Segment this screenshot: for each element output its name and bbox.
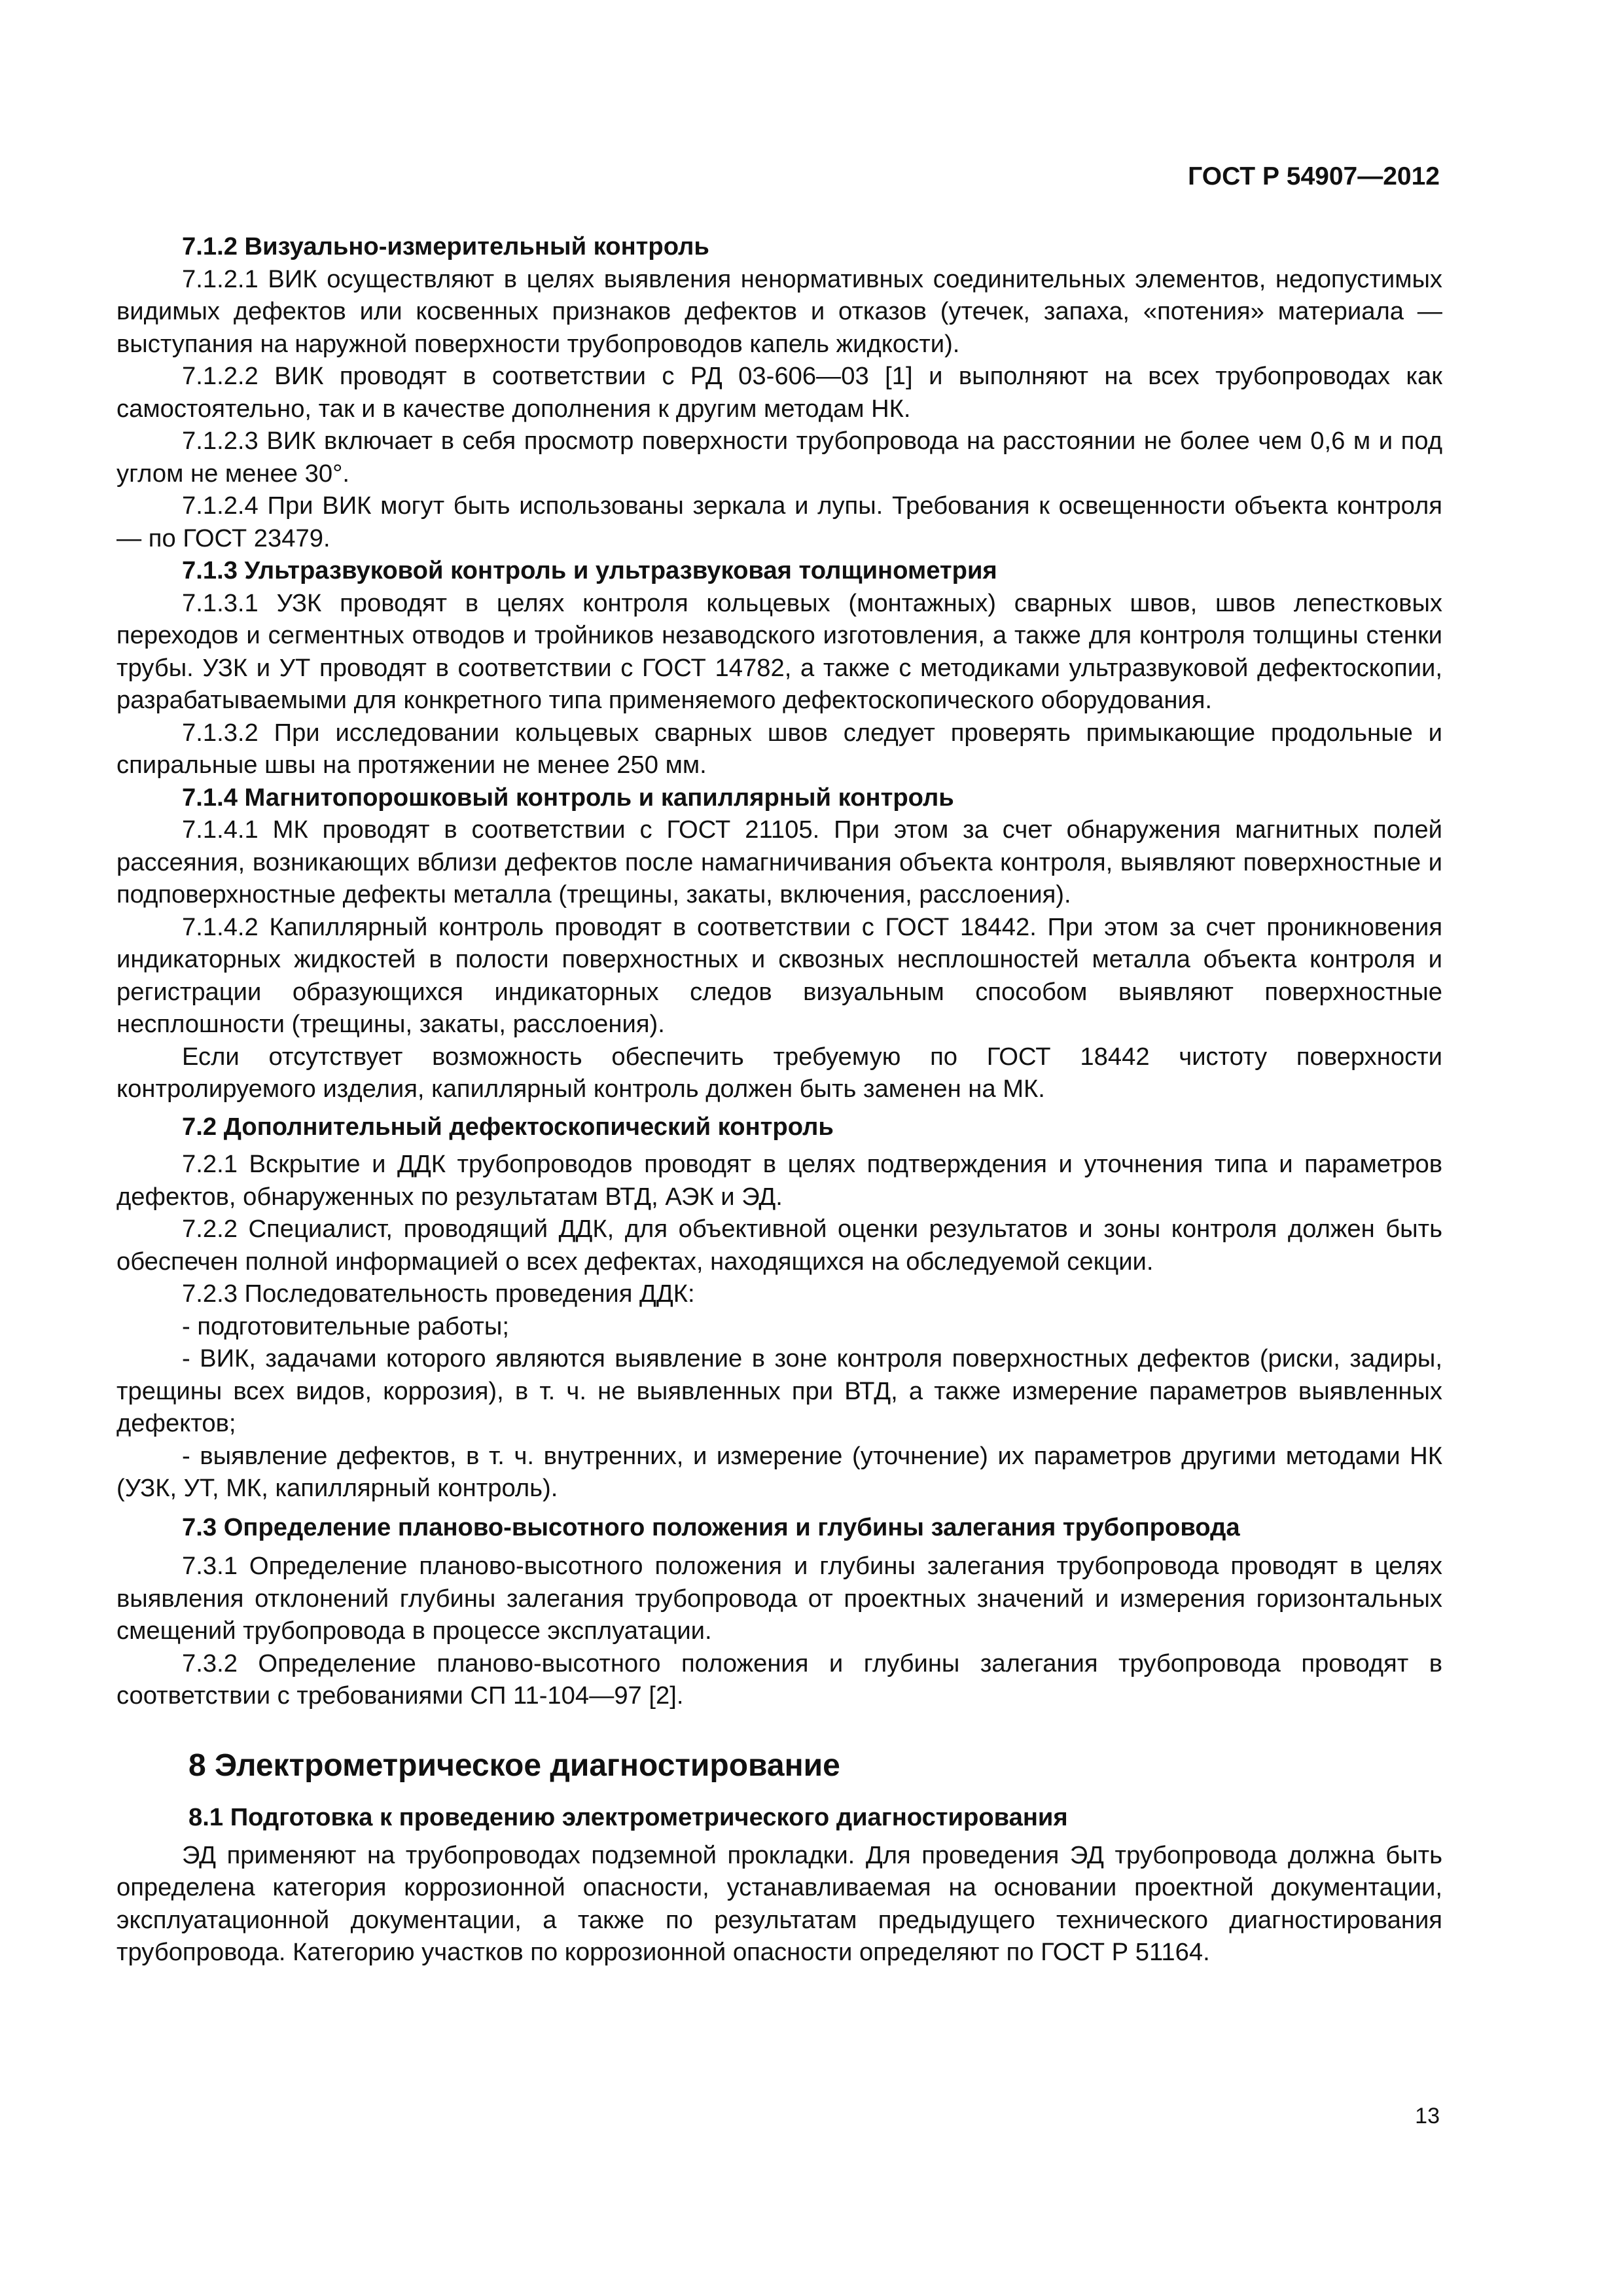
- heading-8-1: 8.1 Подготовка к проведению электрометрического диагностирования: [188, 1803, 1068, 1831]
- paragraph-7-1-4-1: 7.1.4.1 МК проводят в соответствии с ГОСТ 21105. При этом за счет обнаружения магнитных полей рассеяния, возникающих вблизи дефектов после намагничивания объекта контроля, выявляют поверхностные и подповерхностные дефекты металла (трещины, закаты, включения, расслоения).: [116, 816, 1442, 908]
- paragraph-8-1: ЭД применяют на трубопроводах подземной прокладки. Для проведения ЭД трубопровода должна быть определена категория коррозионной опасности, устанавливаемая на основании проектной документации, эксплуатационной документации, а также по результатам предыдущего технического диагностирования трубопровода. Категорию участков по коррозионной опасности определяют по ГОСТ Р 51164.: [116, 1840, 1442, 1966]
- section-8-title: 8 Электрометрическое диагностирование: [188, 1748, 840, 1783]
- heading-7-3: 7.3 Определение планово-высотного положения и глубины залегания трубопровода: [182, 1513, 1240, 1541]
- paragraph-7-2-1: 7.2.1 Вскрытие и ДДК трубопроводов проводят в целях подтверждения и уточнения типа и параметров дефектов, обнаруженных по результатам ВТД, АЭК и ЭД.: [116, 1150, 1442, 1211]
- page-number: 13: [1415, 2104, 1440, 2128]
- list-item: - выявление дефектов, в т. ч. внутренних, и измерение (уточнение) их параметров другими методами НК (УЗК, УТ, МК, капиллярный контроль).: [116, 1441, 1442, 1502]
- paragraph-7-1-4-2-note: Если отсутствует возможность обеспечить требуемую по ГОСТ 18442 чистоту поверхности контролируемого изделия, капиллярный контроль должен быть заменен на МК.: [116, 1042, 1442, 1103]
- paragraph-7-2-3: 7.2.3 Последовательность проведения ДДК:: [182, 1280, 695, 1308]
- paragraph-7-3-1: 7.3.1 Определение планово-высотного положения и глубины залегания трубопровода проводят в целях выявления отклонений глубины залегания трубопровода от проектных значений и измерения горизонтальных смещений трубопровода в процессе эксплуатации.: [116, 1552, 1442, 1645]
- heading-7-1-2: 7.1.2 Визуально-измерительный контроль: [182, 232, 709, 260]
- paragraph-7-1-2-1: 7.1.2.1 ВИК осуществляют в целях выявления ненормативных соединительных элементов, недопустимых видимых дефектов или косвенных признаков дефектов и отказов (утечек, запаха, «потения» материала — выступания на наружной поверхности трубопроводов капель жидкости).: [116, 264, 1442, 358]
- paragraph-7-1-2-4: 7.1.2.4 При ВИК могут быть использованы зеркала и лупы. Требования к освещенности объекта контроля — по ГОСТ 23479.: [116, 492, 1442, 552]
- list-item: - подготовительные работы;: [182, 1312, 509, 1340]
- document-id: ГОСТ Р 54907—2012: [1188, 162, 1440, 190]
- paragraph-7-1-2-2: 7.1.2.2 ВИК проводят в соответствии с РД 03-606—03 [1] и выполняют на всех трубопроводах как самостоятельно, так и в качестве дополнения к другим методам НК.: [116, 362, 1442, 423]
- paragraph-7-1-2-3: 7.1.2.3 ВИК включает в себя просмотр поверхности трубопровода на расстоянии не более чем 0,6 м и под углом не менее 30°.: [116, 427, 1442, 488]
- list-item: - ВИК, задачами которого являются выявление в зоне контроля поверхностных дефектов (риски, задиры, трещины всех видов, коррозия), в т. ч. не выявленных при ВТД, а также измерение параметров выявленных дефектов;: [116, 1344, 1442, 1437]
- paragraph-7-1-3-2: 7.1.3.2 При исследовании кольцевых сварных швов следует проверять примыкающие продольные и спиральные швы на протяжении не менее 250 мм.: [116, 718, 1442, 779]
- paragraph-7-3-2: 7.3.2 Определение планово-высотного положения и глубины залегания трубопровода проводят в соответствии с требованиями СП 11-104—97 [2].: [116, 1649, 1442, 1710]
- page-content: [116, 230, 1442, 1969]
- paragraph-7-1-4-2: 7.1.4.2 Капиллярный контроль проводят в соответствии с ГОСТ 18442. При этом за счет проникновения индикаторных жидкостей в полости поверхностных и сквозных несплошностей металла объекта контроля и регистрации образующихся индикаторных следов визуальным способом выявляют поверхностные несплошности (трещины, закаты, расслоения).: [116, 912, 1442, 1038]
- heading-7-1-3: 7.1.3 Ультразвуковой контроль и ультразвуковая толщинометрия: [182, 556, 997, 584]
- heading-7-1-4: 7.1.4 Магнитопорошковый контроль и капиллярный контроль: [182, 783, 954, 812]
- heading-7-2: 7.2 Дополнительный дефектоскопический контроль: [182, 1112, 834, 1141]
- paragraph-7-2-2: 7.2.2 Специалист, проводящий ДДК, для объективной оценки результатов и зоны контроля должен быть обеспечен полной информацией о всех дефектах, находящихся на обследуемой секции.: [116, 1215, 1442, 1276]
- paragraph-7-1-3-1: 7.1.3.1 УЗК проводят в целях контроля кольцевых (монтажных) сварных швов, швов лепестковых переходов и сегментных отводов и тройников незаводского изготовления, а также для контроля толщины стенки трубы. УЗК и УТ проводят в соответствии с ГОСТ 14782, а также с методиками ультразвуковой дефектоскопии, разрабатываемыми для конкретного типа применяемого дефектоскопического оборудования.: [116, 588, 1442, 714]
